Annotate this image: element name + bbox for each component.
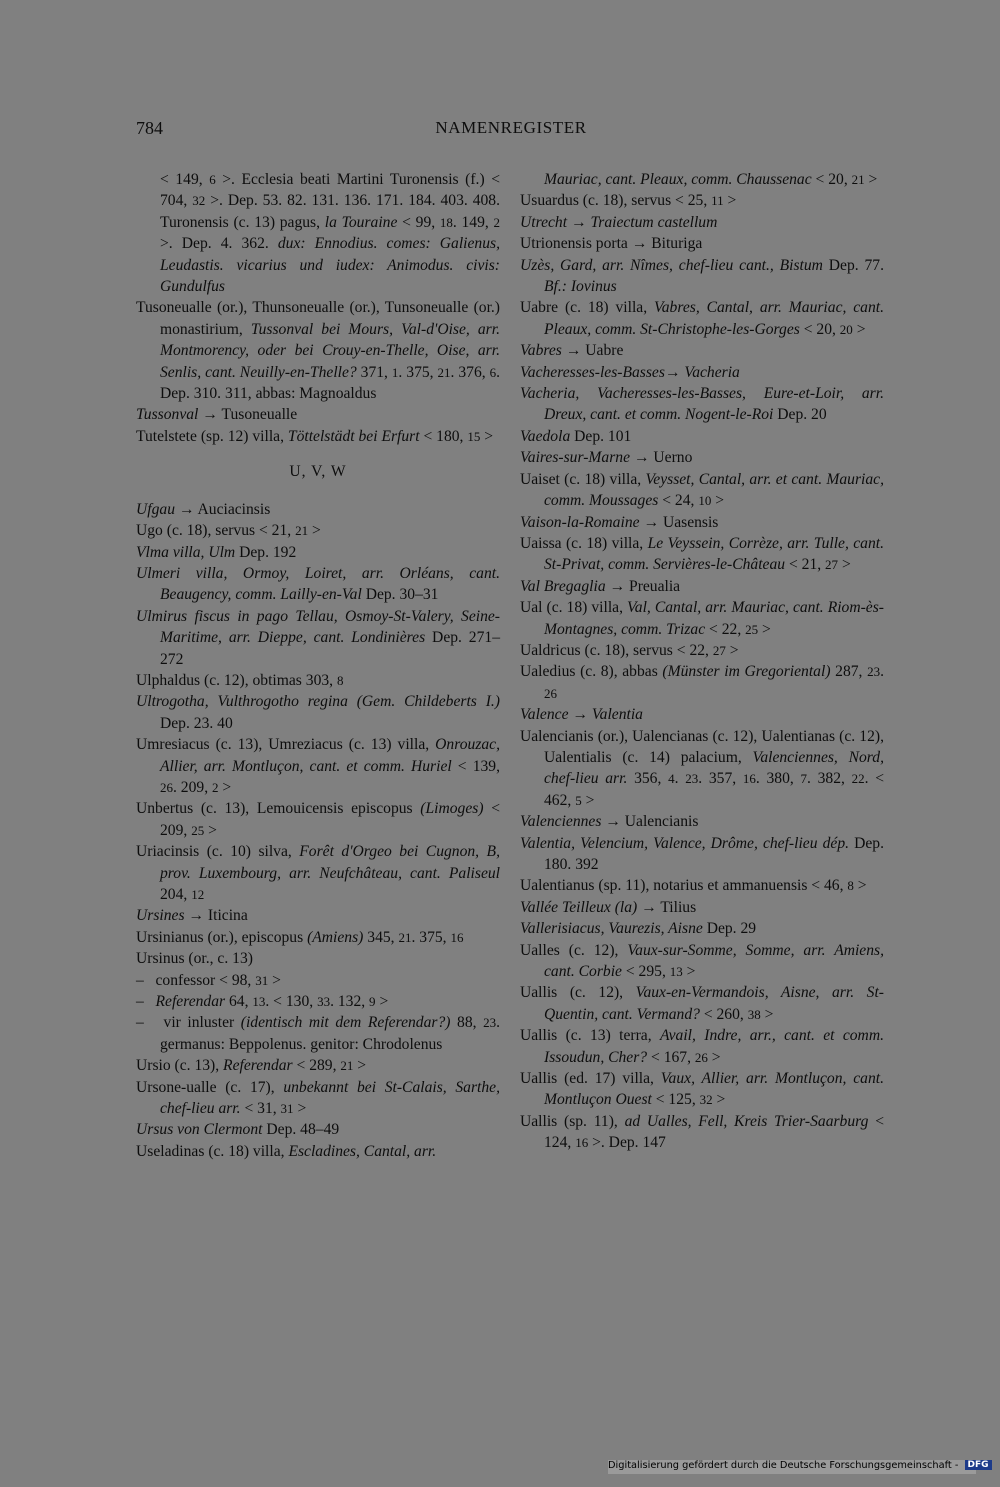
index-entry: – Referendar 64, 13. < 130, 33. 132, 9 > <box>136 993 389 1011</box>
index-entry: Ualentianus (sp. 11), notarius et ammanuensis < 46, 8 > <box>520 877 867 895</box>
index-entry: Uallis (sp. 11), ad Ualles, Fell, Kreis Trier-Saarburg < 124, 16 >. Dep. 147 <box>520 1112 884 1152</box>
index-entry: Tussonval → Tusoneualle <box>136 406 298 424</box>
index-entry: Ufgau → Auciacinsis <box>136 500 271 518</box>
index-entry: Uriacinsis (c. 10) silva, Forêt d'Orgeo bei Cugnon, B, prov. Luxembourg, arr. Neufchâteau, cant. Paliseul 204, 12 <box>136 843 500 903</box>
index-entry: Ualdricus (c. 18), servus < 22, 27 > <box>520 641 739 659</box>
index-entry: Uallis (c. 12), Vaux-en-Vermandois, Aisne, arr. St-Quentin, cant. Vermand? < 260, 38 > <box>520 984 884 1023</box>
dfg-logo: DFG <box>965 1460 992 1470</box>
index-entry: Ulmeri villa, Ormoy, Loiret, arr. Orléans, cant. Beaugency, comm. Lailly-en-Val Dep. 30–31 <box>136 564 500 604</box>
index-entry: Ual (c. 18) villa, Val, Cantal, arr. Mauriac, cant. Riom-ès-Montagnes, comm. Trizac < 22, 25 > <box>520 599 884 638</box>
index-entry: Valence → Valentia <box>520 706 643 724</box>
index-entry: < 149, 6 >. Ecclesia beati Martini Turonensis (f.) < 704, 32 >. Dep. 53. 82. 131. 136. 171. 184. 403. 408. Turonensis (c. 13) pagus, la Touraine < 99, 18. 149, 2 >. Dep. 4. 362. dux: Ennodius. comes: Galienus, Leudastis. vicarius und iudex: Animodus. civis: Gundulfus <box>160 171 501 296</box>
index-entry: Utrionensis porta → Bituriga <box>520 235 703 253</box>
index-entry: Unbertus (c. 13), Lemouicensis episcopus (Limoges) < 209, 25 > <box>136 800 501 839</box>
index-entry: – confessor < 98, 31 > <box>136 971 281 989</box>
index-entry: Vlma villa, Ulm Dep. 192 <box>136 543 297 561</box>
index-entry: Vaedola Dep. 101 <box>520 427 632 445</box>
index-entry: Useladinas (c. 18) villa, Escladines, Cantal, arr. <box>136 1142 437 1160</box>
index-entry: Uallis (c. 13) terra, Avail, Indre, arr., cant. et comm. Issoudun, Cher? < 167, 26 > <box>520 1027 884 1066</box>
left-entries-after <box>136 499 500 1163</box>
index-entry: Ursone-ualle (c. 17), unbekannt bei St-Calais, Sarthe, chef-lieu arr. < 31, 31 > <box>136 1078 500 1118</box>
index-entry: Ulmirus fiscus in pago Tellau, Osmoy-St-Valery, Seine-Maritime, arr. Dieppe, cant. Londinières Dep. 271–272 <box>136 607 500 668</box>
index-entry: Vallerisiacus, Vaurezis, Aisne Dep. 29 <box>520 920 757 938</box>
page-number: 784 <box>136 118 163 138</box>
index-entry: Vacheria, Vacheresses-les-Basses, Eure-et-Loir, arr. Dreux, cant. et comm. Nogent-le-Roi Dep. 20 <box>520 385 884 424</box>
right-column <box>520 169 884 1154</box>
index-entry: Mauriac, cant. Pleaux, comm. Chaussenac < 20, 21 > <box>544 171 878 188</box>
index-entry: Ualles (c. 12), Vaux-sur-Somme, Somme, arr. Amiens, cant. Corbie < 295, 13 > <box>520 941 884 981</box>
index-entry: Valentia, Velencium, Valence, Drôme, chef-lieu dép. Dep. 180. 392 <box>520 834 885 873</box>
index-entry: Ultrogotha, Vulthrogotho regina (Gem. Childeberts I.) Dep. 23. 40 <box>136 693 500 732</box>
index-entry: Uzès, Gard, arr. Nîmes, chef-lieu cant., Bistum Dep. 77. Bf.: Iovinus <box>520 256 884 296</box>
index-entry: Ursines → Iticina <box>136 907 248 925</box>
index-entry: Utrecht → Traiectum castellum <box>520 213 718 231</box>
left-entries-before <box>136 169 500 447</box>
index-entry: Ursinianus (or.), episcopus (Amiens) 345, 21. 375, 16 <box>136 928 464 946</box>
index-entry: Uaissa (c. 18) villa, Le Veyssein, Corrèze, arr. Tulle, cant. St-Privat, comm. Servières-le-Château < 21, 27 > <box>520 534 884 574</box>
index-entry: Uabre (c. 18) villa, Vabres, Cantal, arr. Mauriac, cant. Pleaux, comm. St-Christophe-les-Gorges < 20, 20 > <box>520 299 884 338</box>
section-heading: U, V, W <box>289 463 347 481</box>
funding-footer <box>608 1460 989 1474</box>
index-entry: Tutelstete (sp. 12) villa, Töttelstädt bei Erfurt < 180, 15 > <box>136 427 494 445</box>
index-entry: Ursio (c. 13), Referendar < 289, 21 > <box>136 1057 367 1075</box>
page-header <box>136 118 886 146</box>
index-entry: Vaison-la-Romaine → Uasensis <box>520 513 719 531</box>
index-entry: Usuardus (c. 18), servus < 25, 11 > <box>520 192 737 210</box>
funding-text: Digitalisierung gefördert durch die Deutsche Forschungsgemeinschaft - <box>608 1460 959 1471</box>
index-entry: Vaires-sur-Marne → Uerno <box>520 449 693 467</box>
index-entry: Tusoneualle (or.), Thunsoneualle (or.), Tunsoneualle (or.) monastirium, Tussonval bei Mours, Val-d'Oise, arr. Montmorency, oder bei Crouy-en-Thelle, Oise, arr. Senlis, cant. Neuilly-en-Thelle? 371, 1. 375, 21. 376, 6. Dep. 310. 311, abbas: Magnoaldus <box>136 299 501 403</box>
index-entry: Uaiset (c. 18) villa, Veysset, Cantal, arr. et cant. Mauriac, comm. Moussages < 24, 10 > <box>520 470 884 510</box>
running-title: NAMENREGISTER <box>435 118 587 137</box>
index-entry: Vacheresses-les-Basses→ Vacheria <box>520 363 740 381</box>
index-entry: Umresiacus (c. 13), Umreziacus (c. 13) villa, Onrouzac, Allier, arr. Montluçon, cant. et comm. Huriel < 139, 26. 209, 2 > <box>136 736 500 796</box>
right-entries <box>520 169 884 1154</box>
index-entry: Ugo (c. 18), servus < 21, 21 > <box>136 522 321 540</box>
index-entry: Ursus von Clermont Dep. 48–49 <box>136 1121 340 1139</box>
index-entry: Ualencianis (or.), Ualencianas (c. 12), Ualentianas (c. 12), Ualentialis (c. 14) palacium, Valenciennes, Nord, chef-lieu arr. 356, 4. 23. 357, 16. 380, 7. 382, 22. < 462, 5 > <box>520 727 885 809</box>
index-entry: Ursinus (or., c. 13) <box>136 950 253 968</box>
index-entry: Uallis (ed. 17) villa, Vaux, Allier, arr. Montluçon, cant. Montluçon Ouest < 125, 32 > <box>520 1070 884 1109</box>
index-entry: Val Bregaglia → Preualia <box>520 577 681 595</box>
index-entry: – vir inluster (identisch mit dem Referendar?) 88, 23. germanus: Beppolenus. genitor: Chrodolenus <box>136 1014 500 1053</box>
index-entry: Vallée Teilleux (la) → Tilius <box>520 898 697 916</box>
index-entry: Ualedius (c. 8), abbas (Münster im Gregoriental) 287, 23. 26 <box>520 663 884 701</box>
index-entry: Ulphaldus (c. 12), obtimas 303, 8 <box>136 671 344 689</box>
index-entry: Valenciennes → Ualencianis <box>520 813 699 831</box>
index-entry: Vabres → Uabre <box>520 342 624 360</box>
left-column <box>136 169 500 1162</box>
